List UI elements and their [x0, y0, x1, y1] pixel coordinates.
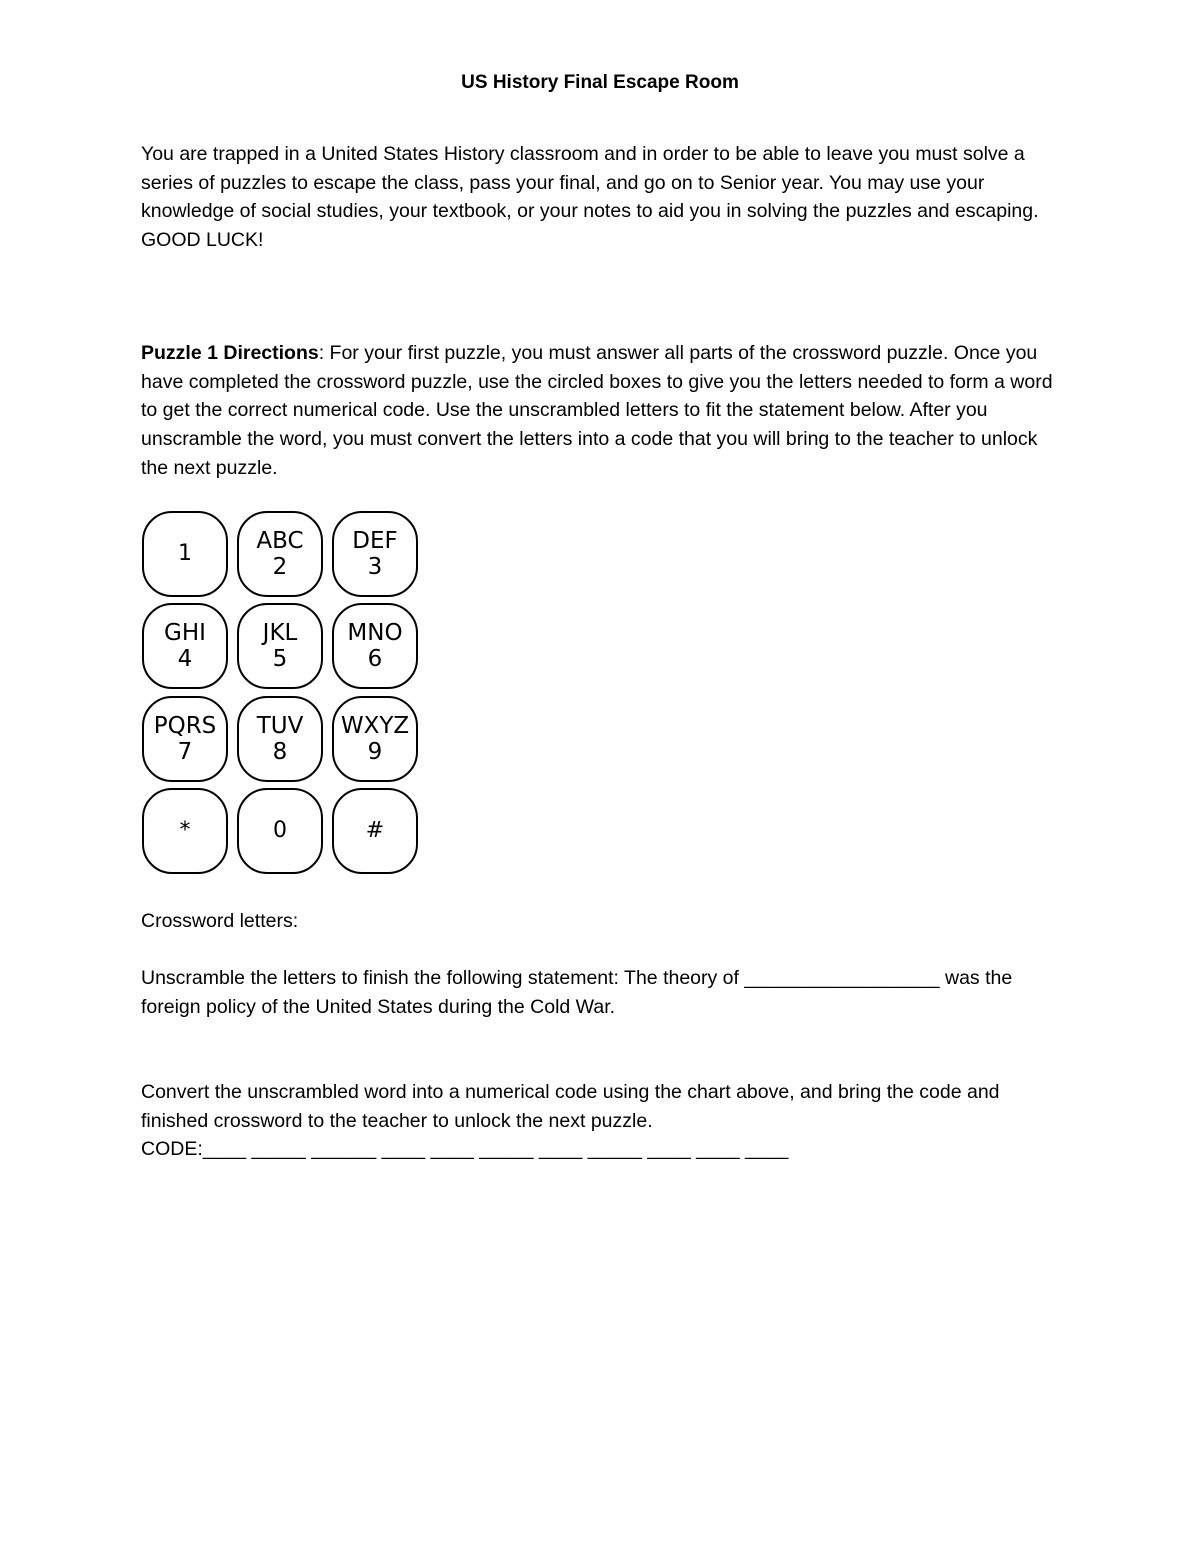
keypad-key-8 — [237, 696, 323, 782]
keypad-digit: 4 — [177, 646, 193, 672]
keypad-digit: * — [179, 818, 191, 843]
convert-instructions — [141, 1078, 1061, 1164]
keypad-letters: WXYZ — [340, 713, 410, 739]
keypad-letters: TUV — [256, 713, 304, 739]
puzzle1-heading: Puzzle 1 Directions — [141, 342, 319, 364]
phone-keypad — [140, 509, 426, 879]
keypad-digit: 3 — [367, 554, 383, 580]
keypad-digit: 1 — [178, 541, 192, 566]
keypad-key-7 — [142, 696, 228, 782]
keypad-key-4 — [142, 603, 228, 689]
crossword-letters-label: Crossword letters: — [141, 910, 299, 932]
keypad-digit: # — [365, 818, 385, 843]
keypad-digit: 5 — [272, 646, 288, 672]
unscramble-statement: Unscramble the letters to finish the following statement: The theory of __________________ was the foreign policy of the United States during the Cold War. — [141, 967, 1013, 1018]
puzzle1-directions — [141, 339, 1061, 483]
keypad-letters: JKL — [262, 620, 298, 646]
keypad-digit: 7 — [177, 739, 193, 765]
keypad-digit: 6 — [367, 646, 383, 672]
keypad-key-1 — [142, 511, 228, 597]
page-title: US History Final Escape Room — [461, 72, 739, 93]
keypad-letters: ABC — [256, 528, 304, 554]
keypad-key-2 — [237, 511, 323, 597]
keypad-digit: 8 — [272, 739, 288, 765]
code-line: CODE:____ _____ ______ ____ ____ _____ ____ _____ ____ ____ ____ — [141, 1138, 789, 1161]
keypad-letters: PQRS — [153, 713, 217, 739]
keypad-key-star — [142, 788, 228, 874]
keypad-digit: 2 — [272, 554, 288, 580]
keypad-letters: GHI — [164, 620, 206, 646]
keypad-letters: MNO — [347, 620, 403, 646]
keypad-key-0 — [237, 788, 323, 874]
keypad-key-9 — [332, 696, 418, 782]
convert-text: Convert the unscrambled word into a numerical code using the chart above, and bring the code and finished crossword to the teacher to unlock the next puzzle. — [141, 1081, 1000, 1132]
puzzle1-text: : For your first puzzle, you must answer all parts of the crossword puzzle. Once you have completed the crossword puzzle, use the circled boxes to give you the letters needed to form a word to get the correct numerical code. Use the unscrambled letters to fit the statement below. After you unscramble the word, you must convert the letters into a code that you will bring to the teacher to unlock the next puzzle. — [141, 342, 1053, 479]
keypad-key-5 — [237, 603, 323, 689]
intro-paragraph: You are trapped in a United States History classroom and in order to be able to leave you must solve a series of puzzles to escape the class, pass your final, and go on to Senior year. You may use your knowledge of social studies, your textbook, or your notes to aid you in solving the puzzles and escaping. GOOD LUCK! — [141, 143, 1039, 252]
keypad-key-3 — [332, 511, 418, 597]
keypad-key-hash — [332, 788, 418, 874]
keypad-key-6 — [332, 603, 418, 689]
keypad-digit: 0 — [273, 818, 287, 843]
keypad-digit: 9 — [367, 739, 383, 765]
keypad-letters: DEF — [352, 528, 398, 554]
